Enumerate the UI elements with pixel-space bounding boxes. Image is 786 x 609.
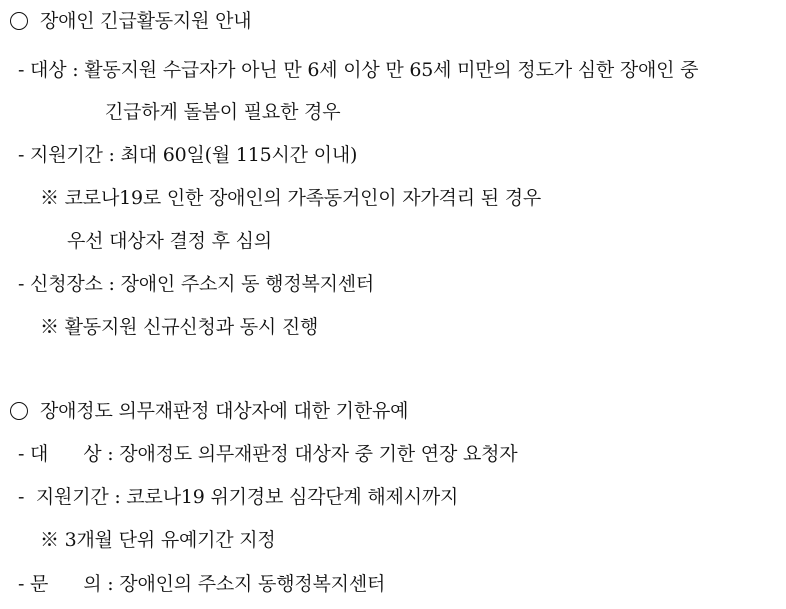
section1-target-continuation: 긴급하게 돌봄이 필요한 경우 <box>105 101 341 123</box>
section1-target-line <box>18 58 698 82</box>
section1-target-text: 활동지원 수급자가 아닌 만 6세 이상 만 65세 미만의 정도가 심한 장애인 중 <box>84 59 699 81</box>
section1-note1-continuation: 우선 대상자 결정 후 심의 <box>67 230 272 252</box>
section2-target-text: 장애정도 의무재판정 대상자 중 기한 연장 요청자 <box>119 443 518 465</box>
section2-period-line <box>18 485 458 509</box>
section2-target-label: - 대 상 : <box>18 443 114 465</box>
section2-target-line <box>18 442 517 466</box>
circle-bullet-icon <box>10 402 28 420</box>
section1-period-text: 최대 60일(월 115시간 이내) <box>120 144 358 166</box>
section2-inquiry-text: 장애인의 주소지 동행정복지센터 <box>119 573 386 595</box>
section2-inquiry-line <box>18 572 385 596</box>
section2-period-label: - 지원기간 : <box>18 486 121 508</box>
section1-period-label: - 지원기간 : <box>18 144 115 166</box>
section1-target-label: - 대상 : <box>18 59 79 81</box>
section1-period-line <box>18 143 357 167</box>
section2-period-text: 코로나19 위기경보 심각단계 해제시까지 <box>126 486 459 508</box>
section1-place-text: 장애인 주소지 동 행정복지센터 <box>120 273 375 295</box>
section1-place-label: - 신청장소 : <box>18 273 115 295</box>
section2-inquiry-label: - 문 의 : <box>18 573 114 595</box>
circle-bullet-icon <box>10 12 28 30</box>
section2-heading <box>10 399 408 423</box>
section1-place-line <box>18 272 374 296</box>
section1-note1: ※ 코로나19로 인한 장애인의 가족동거인이 자가격리 된 경우 <box>40 187 541 209</box>
section1-heading <box>10 9 251 33</box>
section1-note2: ※ 활동지원 신규신청과 동시 진행 <box>40 316 319 338</box>
section2-note: ※ 3개월 단위 유예기간 지정 <box>40 529 276 551</box>
section2-title: 장애정도 의무재판정 대상자에 대한 기한유예 <box>40 400 409 422</box>
section1-title: 장애인 긴급활동지원 안내 <box>40 10 252 32</box>
